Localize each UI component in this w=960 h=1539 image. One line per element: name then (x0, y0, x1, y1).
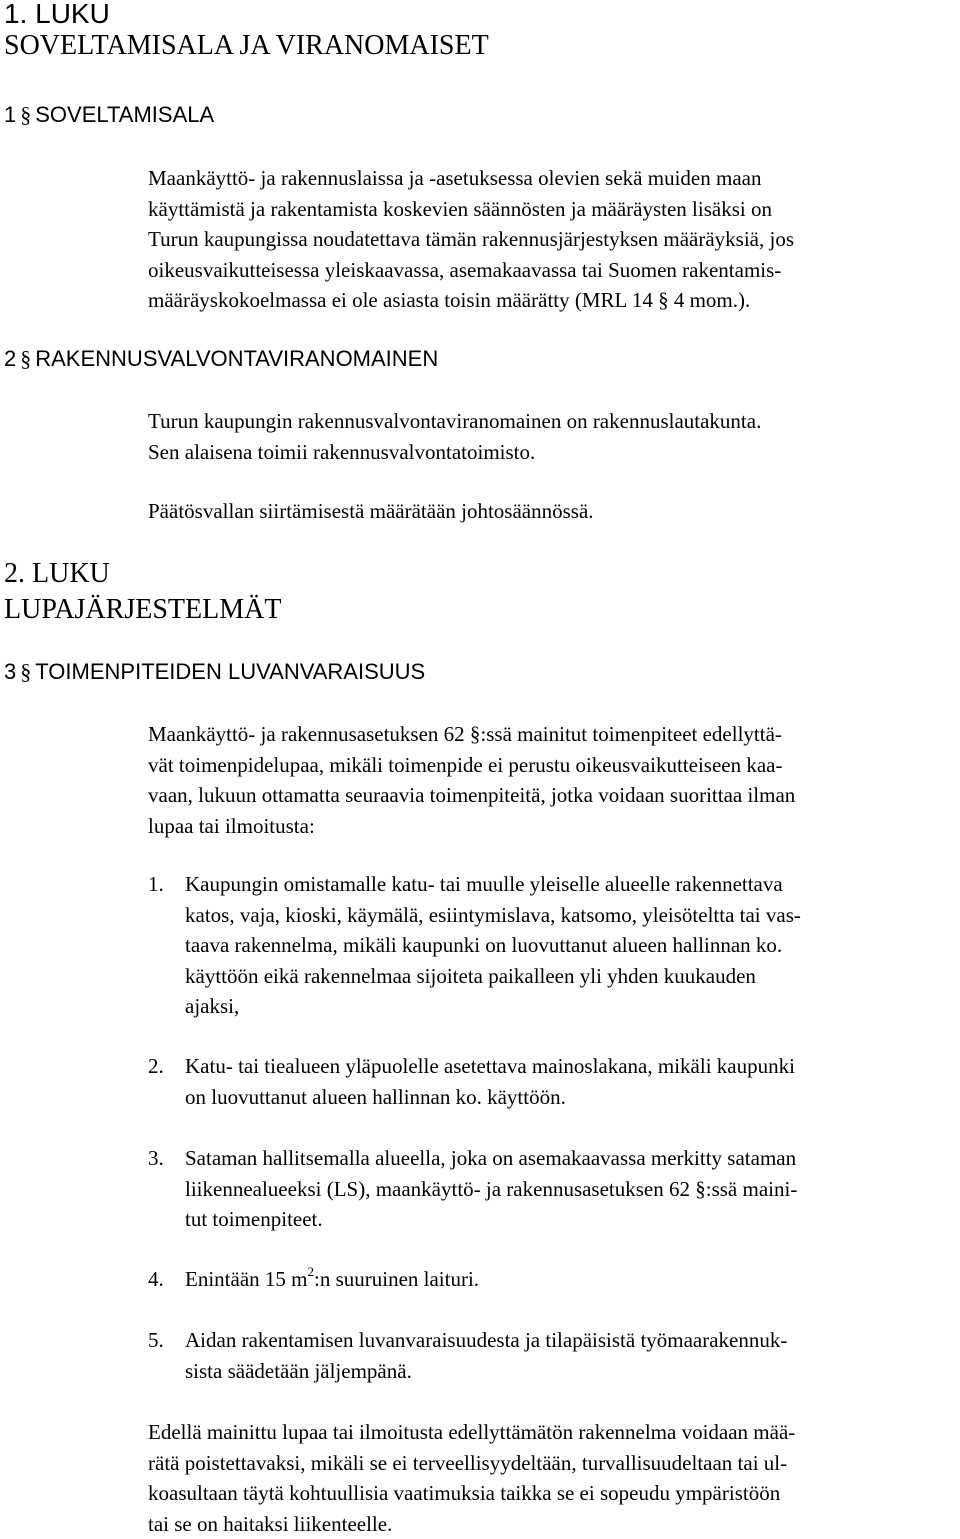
paragraph-line: Maankäyttö- ja rakennusasetuksen 62 §:ssä mainitut toimenpiteet edellyttä- (148, 719, 960, 750)
list-item-line (185, 1264, 479, 1295)
section-1-paragraph (148, 163, 960, 316)
section-number: 1 (4, 102, 16, 127)
paragraph-line: vaan, lukuun ottamatta seuraavia toimenpiteitä, jotka voidaan suorittaa ilman (148, 780, 960, 811)
item-4-text-after: :n suuruinen laituri. (314, 1267, 479, 1291)
item-4-text-before: Enintään 15 m (185, 1267, 307, 1291)
list-item-text (185, 869, 801, 1022)
list-item-number: 5. (148, 1325, 164, 1356)
chapter-2-title: LUPAJÄRJESTELMÄT (4, 594, 281, 626)
paragraph-line: oikeusvaikutteisessa yleiskaavassa, asemakaavassa tai Suomen rakentamis- (148, 255, 960, 286)
list-item-line: tut toimenpiteet. (185, 1204, 797, 1235)
paragraph-line: vät toimenpidelupaa, mikäli toimenpide ei perustu oikeusvaikutteiseen kaa- (148, 750, 960, 781)
section-3-closing (148, 1417, 960, 1539)
list-item-number: 2. (148, 1051, 164, 1082)
paragraph-line: koasultaan täytä kohtuullisia vaatimuksia taikka se ei sopeudu ympäristöön (148, 1478, 960, 1509)
paragraph-line: Turun kaupungin rakennusvalvontaviranomainen on rakennuslautakunta. (148, 406, 960, 437)
list-item-line: Kaupungin omistamalle katu- tai muulle yleiselle alueelle rakennettava (185, 869, 801, 900)
section-1-heading (4, 101, 214, 129)
section-3-heading (4, 658, 425, 686)
paragraph-line: Maankäyttö- ja rakennuslaissa ja -asetuksessa olevien sekä muiden maan (148, 163, 960, 194)
list-item-line: katos, vaja, kioski, käymälä, esiintymislava, katsomo, yleisöteltta tai vas- (185, 900, 801, 931)
section-2-paragraph (148, 406, 960, 467)
section-title: SOVELTAMISALA (35, 102, 214, 127)
chapter-1-number: 1. LUKU (4, 0, 110, 30)
list-item-text (185, 1264, 479, 1295)
list-item-line: on luovuttanut alueen hallinnan ko. käyttöön. (185, 1082, 795, 1113)
list-item-text (185, 1143, 797, 1235)
section-symbol: § (16, 346, 35, 371)
list-item-text (185, 1325, 787, 1386)
section-2-delegation (148, 496, 960, 527)
section-title: RAKENNUSVALVONTAVIRANOMAINEN (35, 346, 438, 371)
paragraph-line: Edellä mainittu lupaa tai ilmoitusta edellyttämätön rakennelma voidaan mää- (148, 1417, 960, 1448)
section-symbol: § (16, 659, 35, 684)
chapter-1-title: SOVELTAMISALA JA VIRANOMAISET (4, 30, 489, 62)
list-item-number: 3. (148, 1143, 164, 1174)
section-number: 2 (4, 346, 16, 371)
chapter-2-number: 2. LUKU (4, 558, 110, 590)
list-item-line: taava rakennelma, mikäli kaupunki on luovuttanut alueen hallinnan ko. (185, 930, 801, 961)
list-item-line: Sataman hallitsemalla alueella, joka on asemakaavassa merkitty sataman (185, 1143, 797, 1174)
section-symbol: § (16, 102, 35, 127)
paragraph-line: Sen alaisena toimii rakennusvalvontatoimisto. (148, 437, 960, 468)
section-number: 3 (4, 659, 16, 684)
paragraph-line: tai se on haitaksi liikenteelle. (148, 1509, 960, 1539)
list-item-line: Katu- tai tiealueen yläpuolelle asetettava mainoslakana, mikäli kaupunki (185, 1051, 795, 1082)
list-item-line: ajaksi, (185, 991, 801, 1022)
paragraph-line: rätä poistettavaksi, mikäli se ei terveellisyydeltään, turvallisuudeltaan tai ul- (148, 1448, 960, 1479)
paragraph-line: lupaa tai ilmoitusta: (148, 811, 960, 842)
list-item-line: Aidan rakentamisen luvanvaraisuudesta ja tilapäisistä työmaarakennuk- (185, 1325, 787, 1356)
paragraph-line: Turun kaupungissa noudatettava tämän rakennusjärjestyksen määräyksiä, jos (148, 224, 960, 255)
list-item-line: käyttöön eikä rakennelmaa sijoiteta paikalleen yli yhden kuukauden (185, 961, 801, 992)
superscript: 2 (307, 1264, 314, 1279)
list-item-number: 4. (148, 1264, 164, 1295)
section-3-intro (148, 719, 960, 841)
list-item-line: liikennealueeksi (LS), maankäyttö- ja rakennusasetuksen 62 §:ssä maini- (185, 1174, 797, 1205)
paragraph-line: käyttämistä ja rakentamista koskevien säännösten ja määräysten lisäksi on (148, 194, 960, 225)
list-item-line: sista säädetään jäljempänä. (185, 1356, 787, 1387)
paragraph-line: määräyskokoelmassa ei ole asiasta toisin määrätty (MRL 14 § 4 mom.). (148, 285, 960, 316)
list-item-text (185, 1051, 795, 1112)
list-item-number: 1. (148, 869, 164, 900)
paragraph-line: Päätösvallan siirtämisestä määrätään johtosäännössä. (148, 496, 960, 527)
section-2-heading (4, 345, 438, 373)
section-title: TOIMENPITEIDEN LUVANVARAISUUS (35, 659, 425, 684)
